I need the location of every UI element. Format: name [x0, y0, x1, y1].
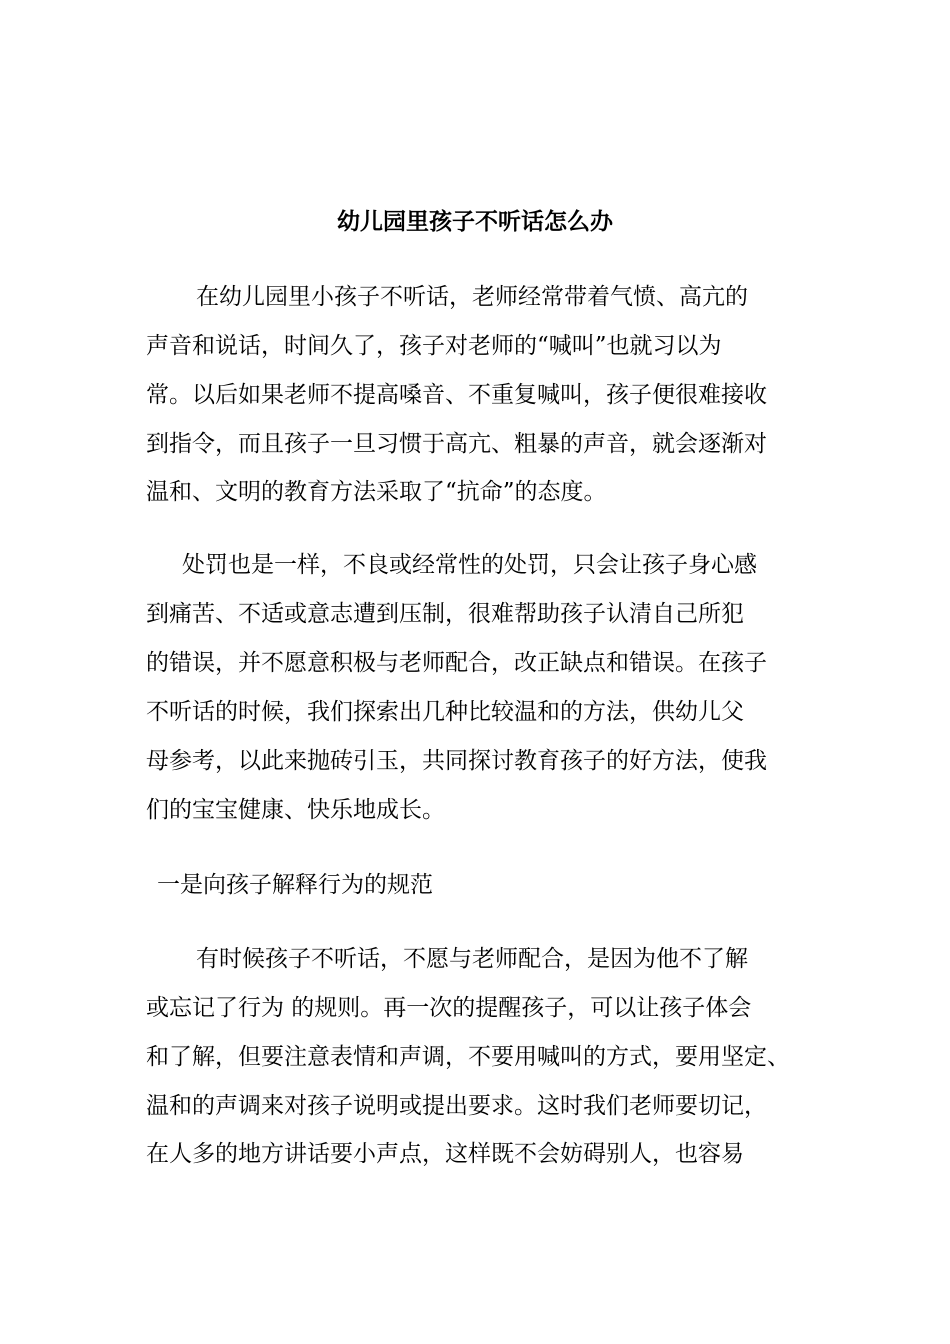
paragraph-3-line-5: 在人多的地方讲话要小声点，这样既不会妨碍别人，也容易 [146, 1141, 744, 1167]
paragraph-2-line-1: 处罚也是一样，不良或经常性的处罚，只会让孩子身心感 [182, 552, 757, 578]
paragraph-3-line-3: 和了解，但要注意表情和声调，不要用喊叫的方式，要用坚定、 [146, 1044, 790, 1070]
paragraph-1-line-1: 在幼儿园里小孩子不听话，老师经常带着气愤、高亢的 [196, 284, 748, 310]
document-title: 幼儿园里孩子不听话怎么办 [337, 208, 613, 235]
paragraph-3-line-2: 或忘记了行为 的规则。再一次的提醒孩子，可以让孩子体会 [146, 995, 752, 1021]
paragraph-3-line-4: 温和的声调来对孩子说明或提出要求。这时我们老师要切记， [146, 1093, 767, 1119]
paragraph-2-line-3: 的错误，并不愿意积极与老师配合，改正缺点和错误。在孩子 [146, 650, 767, 676]
paragraph-1-line-4: 到指令，而且孩子一旦习惯于高亢、粗暴的声音，就会逐渐对 [146, 431, 767, 457]
paragraph-1-line-5: 温和、文明的教育方法采取了“抗命”的态度。 [146, 479, 607, 505]
paragraph-3-line-1: 有时候孩子不听话，不愿与老师配合，是因为他不了解 [196, 946, 748, 972]
paragraph-2-line-4: 不听话的时候，我们探索出几种比较温和的方法，供幼儿父 [146, 699, 744, 725]
paragraph-2-line-5: 母参考，以此来抛砖引玉，共同探讨教育孩子的好方法，使我 [146, 748, 767, 774]
paragraph-2-line-2: 到痛苦、不适或意志遭到压制，很难帮助孩子认清自己所犯 [146, 601, 744, 627]
paragraph-2-line-6: 们的宝宝健康、快乐地成长。 [146, 797, 445, 823]
paragraph-1-line-2: 声音和说话，时间久了，孩子对老师的“喊叫”也就习以为 [146, 333, 722, 359]
section-heading: 一是向孩子解释行为的规范 [157, 872, 433, 898]
paragraph-1-line-3: 常。以后如果老师不提高嗓音、不重复喊叫，孩子便很难接收 [146, 382, 767, 408]
